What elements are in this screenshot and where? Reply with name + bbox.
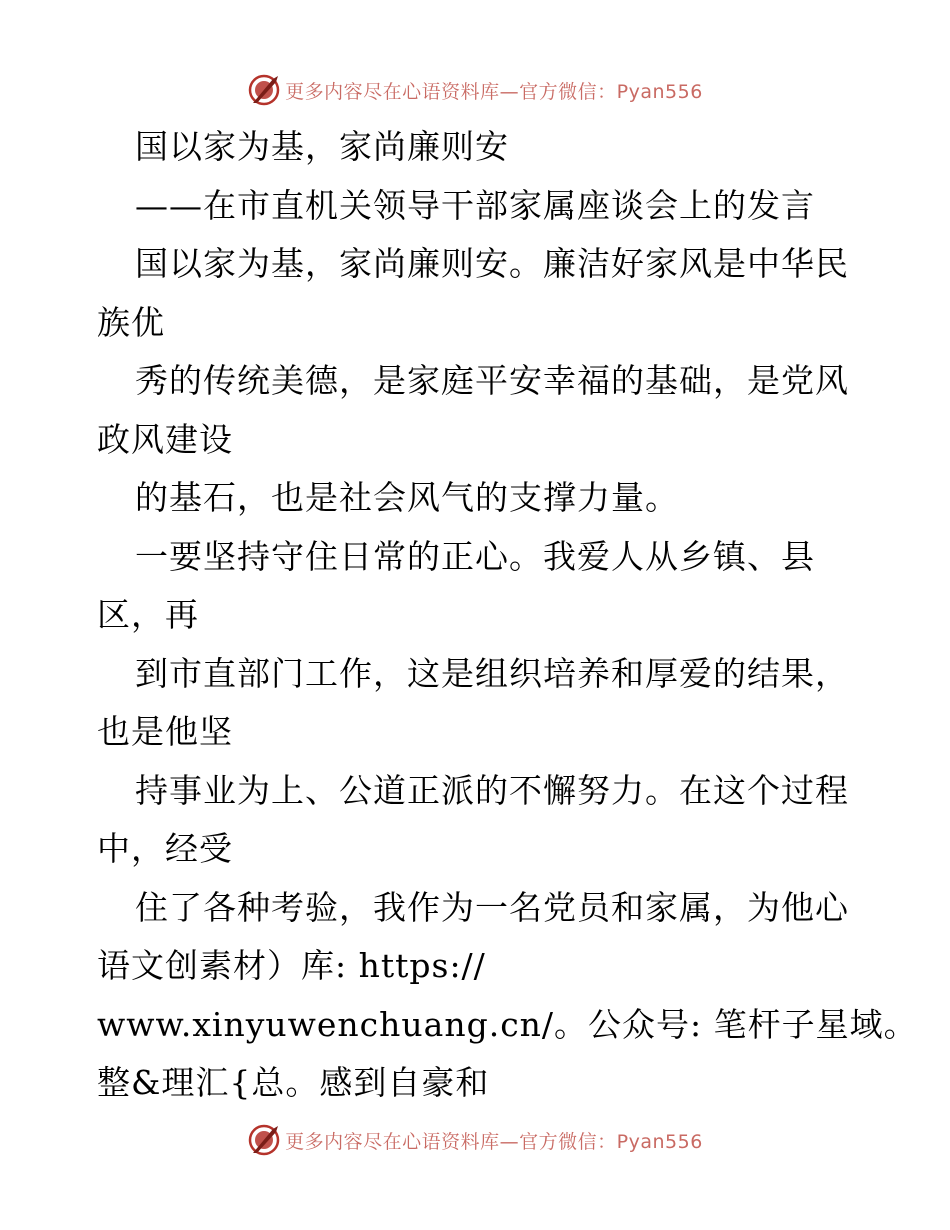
- document-body: [97, 118, 918, 1113]
- text-line: 政风建设: [97, 419, 233, 459]
- quill-seal-logo-icon: [247, 1123, 281, 1157]
- text-line: 区，再: [97, 595, 199, 634]
- document-title: 国以家为基，家尚廉则安: [135, 127, 509, 166]
- footer-banner: [0, 1120, 950, 1160]
- header-banner-text: 更多内容尽在心语资料库—官方微信：Pyan556: [285, 80, 703, 103]
- document-subtitle: ——在市直机关领导干部家属座谈会上的发言: [135, 185, 815, 225]
- text-line: 族优: [97, 302, 165, 342]
- footer-banner-inner: [247, 1123, 703, 1157]
- text-line: 持事业为上、公道正派的不懈努力。在这个过程: [135, 770, 849, 810]
- text-line: 中，经受: [97, 829, 233, 868]
- text-line: www.xinyuwenchuang.cn/。公众号: 笔杆子星域。: [97, 1004, 918, 1044]
- text-line: 秀的传统美德，是家庭平安幸福的基础，是党风: [135, 361, 849, 400]
- footer-banner-text: 更多内容尽在心语资料库—官方微信：Pyan556: [285, 1130, 703, 1153]
- text-line: 到市直部门工作，这是组织培养和厚爱的结果，: [135, 653, 849, 693]
- quill-seal-logo-icon: [247, 73, 281, 107]
- text-line: 也是他坚: [97, 712, 233, 751]
- text-line: 住了各种考验，我作为一名党员和家属，为他心: [135, 887, 849, 927]
- text-line: 整&理汇{总。感到自豪和: [97, 1063, 490, 1102]
- text-line: 一要坚持守住日常的正心。我爱人从乡镇、县: [135, 536, 815, 576]
- text-line: 语文创素材）库: https://: [97, 946, 486, 985]
- header-banner-inner: [247, 73, 703, 107]
- text-line: 国以家为基，家尚廉则安。廉洁好家风是中华民: [135, 244, 849, 283]
- header-banner: [0, 70, 950, 110]
- text-line: 的基石，也是社会风气的支撑力量。: [135, 478, 679, 517]
